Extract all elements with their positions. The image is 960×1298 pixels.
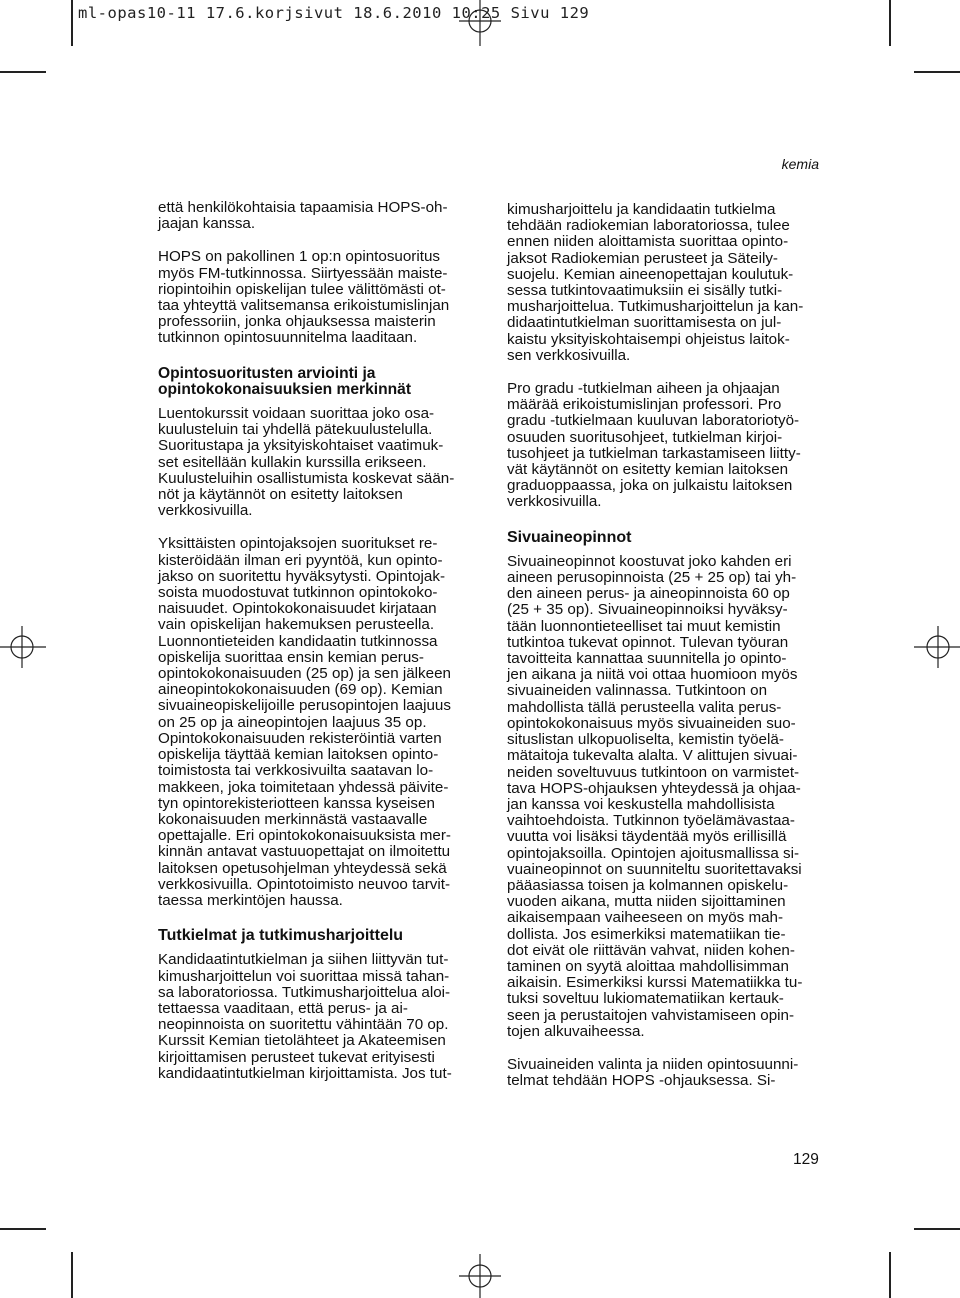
crop-line-top-right-v <box>889 0 891 46</box>
crop-line-top-left-h <box>0 71 46 73</box>
crop-line-bottom-right-v <box>889 1252 891 1298</box>
crop-line-bottom-left-h <box>0 1228 46 1230</box>
running-head: kemia <box>781 156 819 172</box>
right-paragraph-1: kimusharjoittelu ja kandidaatin tutkielma tehdään radiokemian laboratoriossa, tulee ennen niiden aloittamista suorittaa opinto- jaksot Radiokemian perusteet ja Säteily- suojelu. Kemian aineenopettajan koulutuk- sessa tutkintovaatimuksiin ei sisälly tutki- musharjoittelua. Tutkimusharjoittelun ja kan- didaatintutkielman suorittamisesta on jul- kaistu yksityiskohtaisempi ohjeistus laitok- sen verkkosivuilla. <box>507 201 804 364</box>
right-column <box>507 202 825 1089</box>
right-paragraph-4: Sivuaineiden valinta ja niiden opintosuunni- telmat tehdään HOPS -ohjauksessa. Si- <box>507 1055 799 1090</box>
right-paragraph-2: Pro gradu -tutkielman aiheen ja ohjaajan määrää erikoistumislinjan professori. Pro gradu -tutkielmaan kuuluvan laboratoriotyö- osuuden suoritusohjeet, tutkielman kirjoi- tusohjeet ja tutkielman tarkastamiseen liitty- vät käytännöt on esitetty kemian laitoksen graduoppaassa, joka on julkaistu laitoksen verkkosivuilla. <box>507 380 801 511</box>
left-paragraph-4: Yksittäisten opintojaksojen suoritukset re- kisteröidään ilman eri pyyntöä, kun opinto- jakso on suoritettu hyväksytysti. Opintojak- soista muodostuvat tutkinnon opintokoko- naisuudet. Opintokokonaisuudet kirjataan vain opiskelijan hakemuksen perusteella. Luonnontieteiden kandidaatin tutkinnossa opiskelija suorittaa ensin kemian perus- opintokokonaisuuden (25 op) ja sen jälkeen aineopintokokonaisuuden (69 op). Kemian sivuaineopiskelijoille perusopintojen laajuus on 25 op ja aineopintojen laajuus 35 op. Opintokokonaisuuden rekisteröintiä varten opiskelija täyttää kemian laitoksen opinto- toimistosta tai verkkosivuilta saatavan lo- makkeen, joka toimitetaan yhdessä päivite- tyn opintorekisteriotteen kanssa kyseisen kokonaisuuden merkinnästä vastaavalle opettajalle. Eri opintokokonaisuuksista mer- kinnän antavat vastuuopettajat on ilmoitettu laitoksen opetusohjelman yhteydessä sekä verkkosivuilla. Opintotoimisto neuvoo tarvit- taessa merkintöjen haussa. <box>158 535 451 909</box>
crop-line-top-left-v <box>71 0 73 46</box>
crop-line-top-right-h <box>914 71 960 73</box>
left-paragraph-1: että henkilökohtaisia tapaamisia HOPS-oh- jaajan kanssa. <box>158 199 448 233</box>
crop-line-bottom-left-v <box>71 1252 73 1298</box>
section-heading-minor-studies: Sivuaineopinnot <box>507 528 632 546</box>
left-paragraph-3: Luentokurssit voidaan suorittaa joko osa- kuulusteluin tai yhdellä pätekuulustelulla. Suoritustapa ja yksityiskohtaiset vaatimuk- set esitellään kullakin kurssilla erikseen. Kuulusteluihin osallistumista koskevat sään- nöt ja käytännöt on esitetty laitoksen verkkosivuilla. <box>158 405 455 520</box>
left-paragraph-5: Kandidaatintutkielman ja siihen liittyvän tut- kimusharjoittelun voi suorittaa missä tahan- sa laboratoriossa. Tutkimusharjoittelua aloi- tettaessa vaaditaan, että perus- ja ai- neopinnoista on suoritettu vähintään 70 op. Kurssit Kemian tietolähteet ja Akateemisen kirjoittamisen perusteet tukevat erityisesti kandidaatintutkielman kirjoittamista. Jos tut- <box>158 951 452 1082</box>
registration-mark-top <box>455 0 505 46</box>
registration-mark-right <box>914 622 960 672</box>
left-column <box>158 200 474 1082</box>
print-slug-line: ml-opas10-11 17.6.korjsivut 18.6.2010 10:25 Sivu 129 <box>78 4 590 22</box>
registration-mark-bottom <box>455 1254 505 1298</box>
right-paragraph-3: Sivuaineopinnot koostuvat joko kahden eri aineen perusopinnoista (25 + 25 op) tai yh- den aineen perus- ja aineopinnoista 60 op (25 + 35 op). Sivuaineopinnoiksi hyväksy- tään luonnontieteelliset tai muut kemistin tutkintoa tukevat opinnot. Tulevan työuran tavoitteita kannattaa suunnitella jo opinto- jen aikana ja niitä voi ottaa huomioon myös sivuaineiden valinnassa. Tutkintoon on mahdollista tällä perusteella valita perus- opintokokonaisuus myös sivuaineiden suo- situslistan ulkopuoliselta, kemistin työelä- mätaitoja tukevalta alalta. V alittujen sivuai- neiden soveltuvuus tutkintoon on varmistet- tava HOPS-ohjauksen yhteydessä ja ohjaa- jan kanssa voi keskustella mahdollisista vaihtoehdoista. Tutkinnon työelämävastaa- vuutta voi lisäksi täydentää myös erillisillä opintojaksoilla. Opintojen ajoitusmallissa si- vuaineopinnot on suunniteltu suoritettavaksi pääasiassa toisen ja kolmannen opiskelu- vuoden aikana, mutta niiden sijoittaminen aikaisempaan vaiheeseen on myös mah- dollista. Jos esimerkiksi matematiikan tie- dot eivät ole riittävän vahvat, niiden kohen- taminen on syytä aloittaa mahdollisimman aikaisin. Esimerkiksi kurssi Matematiikka tu- tuksi soveltuu lukiomatematiikan kertauk- seen ja perustaitojen vahvistamiseen opin- tojen alkuvaiheessa. <box>507 552 803 1040</box>
page-number: 129 <box>793 1151 819 1168</box>
section-heading-theses: Tutkielmat ja tutkimusharjoittelu <box>158 927 404 945</box>
crop-line-bottom-right-h <box>914 1228 960 1230</box>
section-heading-assessment: Opintosuoritusten arviointi ja opintokokonaisuuksien merkinnät <box>158 364 412 398</box>
left-paragraph-2: HOPS on pakollinen 1 op:n opintosuoritus myös FM-tutkinnossa. Siirtyessään maiste- riopintoihin opiskelijan tulee välittömästi ot- taa yhteyttä valitsemansa erikoistumislinjan professoriin, jonka ohjauksessa maisterin tutkinnon opintosuunnitelma laaditaan. <box>158 248 450 347</box>
registration-mark-left <box>0 622 46 672</box>
